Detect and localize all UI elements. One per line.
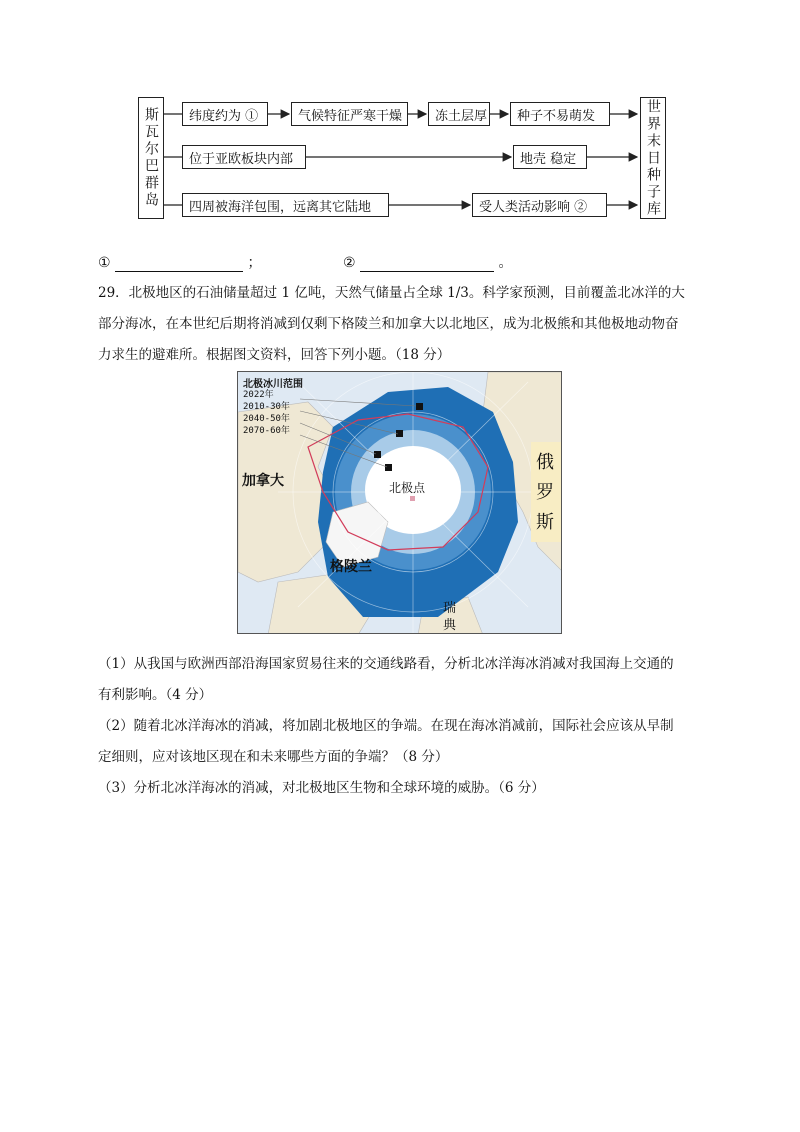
flow-box-seeds: [510, 102, 610, 126]
blank-separator: ；: [247, 255, 262, 271]
flow-box-plate: [182, 145, 306, 169]
question-line-1: 29．北极地区的石油储量超过 1 亿吨，天然气储量占全球 1/3。科学家预测，目前覆盖北冰洋的大: [98, 285, 685, 301]
flow-box-ocean: [182, 193, 389, 217]
question-line-3: 力求生的避难所。根据图文资料，回答下列小题。（18 分）: [98, 347, 451, 363]
subquestion-2-line-1: （2）随着北冰洋海冰的消减，将加剧北极地区的争端。在现在海冰消减前，国际社会应该从早制: [98, 718, 674, 734]
label-russia: 俄罗斯: [536, 452, 554, 533]
flow-text-human: 受人类活动影响 ②: [479, 199, 588, 215]
flow-box-human: [472, 193, 607, 217]
flow-box-permafrost: [428, 102, 490, 126]
legend-item-2010: 2010-30年: [243, 402, 290, 412]
flow-text-plate: 位于亚欧板块内部: [189, 151, 294, 167]
flow-text-ocean: 四周被海洋包围，远离其它陆地: [189, 199, 372, 215]
legend-item-2022: 2022年: [243, 390, 274, 400]
flow-text-seeds: 种子不易萌发: [517, 108, 596, 124]
flow-left-label: 斯瓦尔巴群岛: [143, 107, 159, 209]
label-north-pole: 北极点: [389, 481, 426, 495]
label-greenland: 格陵兰: [330, 559, 372, 575]
question-line-2: 部分海冰，在本世纪后期将消减到仅剩下格陵兰和加拿大以北地区，成为北极熊和其他极地动物奋: [98, 316, 679, 332]
legend-item-2040: 2040-50年: [243, 414, 290, 424]
flow-right-label: 世界末日种子库: [645, 98, 661, 218]
label-canada: 加拿大: [242, 473, 284, 489]
flow-text-climate: 气候特征严寒干燥: [298, 108, 403, 124]
legend-item-2070: 2070-60年: [243, 426, 290, 436]
answer-line-2: [343, 252, 512, 272]
flow-box-crust: [513, 145, 587, 169]
flow-text-crust: 地壳 稳定: [520, 151, 577, 167]
map-legend: [243, 389, 290, 437]
blank-end: 。: [498, 255, 513, 271]
label-sweden: 瑞典: [443, 601, 457, 633]
subquestion-1-line-1: （1）从我国与欧洲西部沿海国家贸易往来的交通线路看，分析北冰洋海冰消减对我国海上交通的: [98, 656, 674, 672]
subquestion-2-line-2: 定细则，应对该地区现在和未来哪些方面的争端？（8 分）: [98, 749, 449, 765]
blank-1-line[interactable]: [115, 257, 243, 272]
flow-text-permafrost: 冻土层厚: [435, 108, 488, 124]
map-title: 北极冰川范围: [243, 379, 303, 390]
answer-line: [98, 252, 261, 272]
flow-box-latitude: [182, 102, 268, 126]
arctic-map: [237, 371, 562, 634]
flow-box-climate: [291, 102, 408, 126]
flow-text-latitude: 纬度约为 ①: [189, 108, 259, 124]
blank-2-line[interactable]: [360, 257, 494, 272]
blank-2-label: ②: [343, 255, 356, 271]
blank-1-label: ①: [98, 255, 111, 271]
subquestion-1-line-2: 有利影响。（4 分）: [98, 687, 213, 703]
subquestion-3: （3）分析北冰洋海冰的消减，对北极地区生物和全球环境的威胁。（6 分）: [98, 780, 545, 796]
